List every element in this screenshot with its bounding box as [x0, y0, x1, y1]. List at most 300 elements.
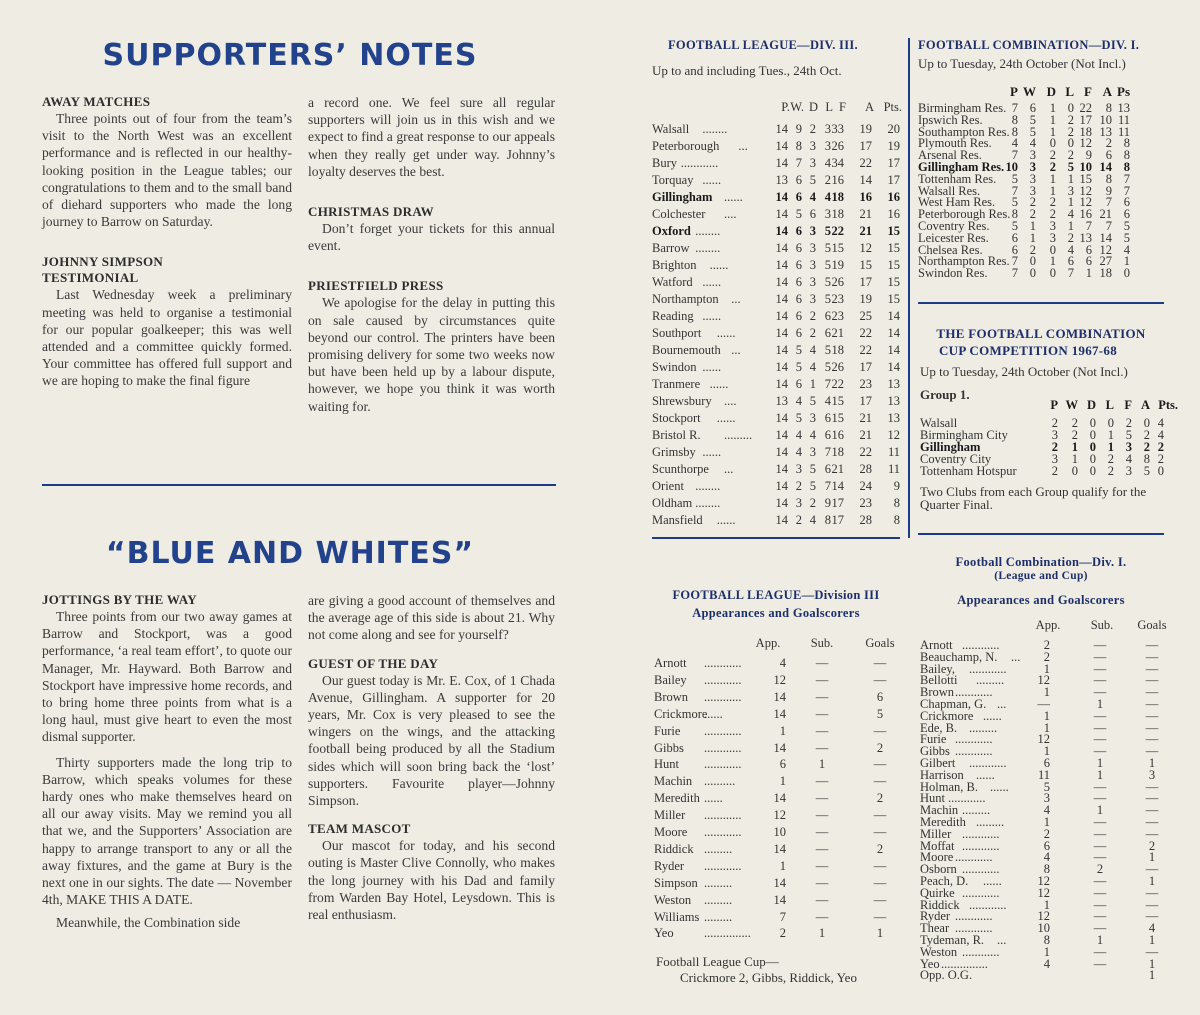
- cup-col-header: A: [1140, 398, 1150, 412]
- div3-cell: 6: [809, 207, 816, 221]
- apps3-app: 10: [773, 825, 786, 839]
- apps1-goals: —: [1145, 909, 1159, 924]
- combination-cell: 0: [1123, 266, 1130, 281]
- div3-cell: 2: [809, 496, 816, 510]
- jottings-text-1: Three points from our two away games at Barrow and Stockport, was a good performance, ‘a real team effort’, to quote our Manager, Mr. Hayward. Both Barrow and Stockport have impressive home records, and to bring home three points from what is a long haul, must give heart to even the most dismal supporter.: [42, 609, 292, 745]
- apps1-sub: —: [1093, 791, 1107, 806]
- apps1-app: 1: [1043, 720, 1050, 735]
- combination-cell: 7: [1011, 254, 1018, 269]
- apps1-sub: —: [1093, 944, 1107, 959]
- div3-cell: 16: [831, 173, 844, 187]
- combination-team-name: Northampton Res.: [918, 254, 1010, 269]
- apps3-player-dots: ............: [704, 825, 742, 839]
- div3-cell: 6: [795, 190, 802, 204]
- apps1-player-name: Moore: [920, 850, 954, 865]
- div3-cell: 15: [887, 224, 900, 238]
- apps1-app: 6: [1043, 838, 1050, 853]
- div3-cell: 3: [795, 462, 802, 476]
- apps1-player-name: Thear: [920, 921, 950, 936]
- div3-cell: 18: [831, 190, 844, 204]
- apps1-player-dots: ............: [955, 850, 993, 865]
- apps3-app: 1: [779, 858, 786, 873]
- apps1-app: 8: [1043, 933, 1050, 947]
- div3-cell: 13: [887, 377, 900, 391]
- apps1-app: 1: [1043, 897, 1050, 912]
- apps3-player-name: Arnott: [654, 656, 687, 670]
- apps1-player-name: Arnott: [920, 638, 953, 652]
- apps3-player-name: Machin: [654, 774, 693, 789]
- apps1-goals: 1: [1148, 850, 1156, 865]
- apps3-player-dots: ............: [704, 689, 742, 704]
- div3-cell: 34: [831, 156, 844, 170]
- apps1-col-header: Goals: [1137, 618, 1167, 632]
- div3-cell: 23: [859, 377, 872, 391]
- combination-team-name: Arsenal Res.: [918, 148, 982, 163]
- div3-cell: 18: [831, 343, 844, 357]
- apps1-goals: 1: [1148, 933, 1156, 947]
- apps1-player-name: Beauchamp, N.: [920, 649, 998, 664]
- apps3-goals: —: [873, 672, 887, 687]
- div3-cell: 21: [859, 428, 872, 442]
- div3-cell: 6: [824, 411, 831, 425]
- apps3-player-name: Miller: [654, 808, 686, 823]
- div3-cell: 3: [809, 258, 816, 272]
- apps3-player-name: Simpson: [654, 875, 698, 890]
- combination-team-name: Leicester Res.: [918, 230, 989, 245]
- combination-cell: 13: [1079, 230, 1092, 245]
- div3-team-name: Bury: [652, 156, 677, 170]
- div3-col-header: F: [839, 100, 846, 114]
- div3-cell: 6: [824, 309, 831, 323]
- combination-cell: 2: [1067, 124, 1074, 139]
- div3-cell: 23: [859, 496, 872, 510]
- cup-cell: 5: [1125, 428, 1132, 442]
- apps3-player-dots: .........: [704, 909, 733, 924]
- apps1-player-dots: ......: [990, 779, 1009, 794]
- apps1-goals: 1: [1148, 874, 1156, 888]
- apps1-goals: 1: [1148, 956, 1156, 971]
- combination-cell: 21: [1099, 207, 1112, 222]
- div3-cell: 7: [824, 479, 831, 493]
- left-column-3: [42, 592, 292, 932]
- guest-heading: GUEST OF THE DAY: [308, 655, 439, 671]
- div3-team-name: Bristol R.: [652, 428, 701, 442]
- combination-cell: 7: [1105, 195, 1112, 210]
- div3-cell: 8: [893, 513, 900, 527]
- apps3-app: 14: [773, 706, 786, 721]
- div3-cell: 14: [887, 326, 900, 340]
- combination-cell: 0: [1067, 101, 1074, 115]
- div3-cell: 5: [795, 207, 802, 221]
- apps3-sub: —: [815, 909, 829, 924]
- combination-cell: 6: [1067, 254, 1074, 269]
- apps1-app: 2: [1043, 826, 1050, 841]
- div3-team-dots: ....: [724, 207, 737, 221]
- div3-team-name: Watford: [652, 275, 693, 289]
- apps3-sub: —: [815, 672, 829, 687]
- apps3-player-dots: ......: [704, 706, 723, 721]
- cup-team-name: Coventry City: [920, 452, 992, 466]
- apps1-sub: —: [1093, 673, 1107, 688]
- div3-cell: 14: [775, 258, 788, 272]
- apps1-player-dots: ......: [983, 708, 1002, 723]
- apps1-col-header: Sub.: [1090, 618, 1114, 632]
- apps1-player-name: Harrison: [920, 767, 964, 782]
- apps1-player-dots: ......: [976, 767, 995, 782]
- combination-cell: 18: [1079, 124, 1092, 139]
- combination-cell: 7: [1011, 183, 1018, 198]
- apps1-player-name: Gilbert: [920, 756, 956, 770]
- apps1-goals: —: [1145, 744, 1159, 759]
- apps1-sub: 1: [1096, 803, 1104, 818]
- apps1-sub: —: [1093, 885, 1107, 900]
- div3-team-dots: ........: [702, 122, 728, 136]
- div3-cell: 6: [795, 292, 802, 306]
- div3-cell: 17: [831, 513, 844, 527]
- apps3-app: 14: [773, 689, 786, 704]
- apps1-goals: —: [1145, 779, 1159, 794]
- div3-cell: 7: [824, 445, 831, 459]
- div3-team-dots: ......: [702, 360, 722, 374]
- apps1-app: 2: [1043, 649, 1050, 664]
- combination-cell: 3: [1029, 160, 1036, 174]
- christmas-draw-heading: CHRISTMAS DRAW: [308, 204, 434, 220]
- div3-col-header: D: [808, 100, 818, 114]
- combination-cell: 3: [1029, 148, 1036, 163]
- combination-cell: 3: [1067, 183, 1074, 198]
- div3-cell: 8: [893, 496, 900, 510]
- combination-cell: 5: [1123, 230, 1130, 245]
- div3-team-dots: ......: [709, 377, 729, 391]
- div3-cell: 11: [887, 445, 900, 459]
- combination-cell: 8: [1105, 171, 1112, 186]
- div3-cell: 28: [859, 462, 872, 476]
- combination-cell: 1: [1029, 230, 1036, 245]
- combination-team-name: Chelsea Res.: [918, 242, 983, 257]
- div3-cell: 12: [859, 241, 872, 255]
- guest-text: Our guest today is Mr. E. Cox, of 1 Chada Avenue, Gillingham. A supporter for 20 years, Mr. Cox is very pleased to see the wingers on the wings, and the attacking football being produced by all the Stadium sides which will soon bring back the ‘lost’ supporters. Favourite player—Johnny Simpson.: [308, 672, 555, 809]
- div3-cell: 4: [824, 156, 831, 170]
- div3-team-name: Brighton: [652, 258, 697, 272]
- combination-cell: 7: [1105, 219, 1112, 233]
- combination-cell: 6: [1029, 101, 1036, 115]
- div3-cell: 3: [809, 275, 816, 289]
- apps1-app: 10: [1037, 921, 1050, 936]
- cup-heading-2: CUP COMPETITION 1967-68: [938, 343, 1118, 358]
- combination-cell: 1: [1049, 171, 1056, 186]
- apps1-goals: —: [1145, 803, 1159, 818]
- cup-cell: 2: [1107, 452, 1114, 466]
- apps3-goals: —: [873, 757, 887, 772]
- apps1-app: 12: [1037, 732, 1050, 747]
- combination-cell: 11: [1117, 112, 1130, 127]
- apps1-player-name: Crickmore: [920, 708, 974, 723]
- div3-cell: 3: [824, 207, 831, 221]
- combination-team-name: Coventry Res.: [918, 219, 990, 233]
- combination-team-name: Birmingham Res.: [918, 101, 1007, 115]
- combination-cell: 7: [1011, 148, 1018, 163]
- apps1-sub: —: [1093, 638, 1107, 652]
- apps3-player-name: Riddick: [654, 841, 694, 856]
- div3-cell: 14: [775, 122, 788, 136]
- apps3-sub: —: [815, 656, 829, 670]
- combination-cell: 4: [1029, 136, 1036, 151]
- cup-cell: 2: [1071, 416, 1078, 430]
- div3-cell: 7: [795, 156, 802, 170]
- combination-cell: 5: [1123, 219, 1130, 233]
- combination-col-header: D: [1046, 84, 1056, 99]
- div3-team-dots: ...: [731, 292, 741, 306]
- div3-cell: 5: [809, 462, 816, 476]
- apps1-sub: —: [1093, 779, 1107, 794]
- apps1-player-name: Bailey,: [920, 661, 955, 676]
- div3-team-name: Peterborough: [652, 139, 720, 153]
- div3-cell: 16: [859, 190, 872, 204]
- johnny-heading-2: TESTIMONIAL: [42, 270, 139, 286]
- apps3-goals: —: [873, 723, 887, 738]
- apps3-player-name: Hunt: [654, 757, 679, 772]
- cup-cell: 0: [1089, 428, 1096, 442]
- apps3-goals: —: [873, 892, 887, 907]
- combination-table: [918, 84, 1170, 284]
- div3-cell: 18: [831, 445, 844, 459]
- combination-cell: 1: [1049, 124, 1056, 139]
- div3-team-name: Oxford: [652, 224, 691, 238]
- away-matches-heading: AWAY MATCHES: [42, 94, 151, 109]
- combination-cell: 1: [1085, 266, 1092, 281]
- apps1-app: 1: [1043, 685, 1050, 700]
- apps3-table: [652, 636, 902, 946]
- div3-cell: 6: [824, 326, 831, 340]
- apps1-player-dots: .........: [976, 815, 1005, 829]
- div3-team-name: Bournemouth: [652, 343, 721, 357]
- apps3-player-name: Gibbs: [654, 740, 684, 755]
- combination-cell: 8: [1123, 148, 1130, 163]
- div3-cell: 2: [809, 122, 816, 136]
- div3-cell: 6: [795, 258, 802, 272]
- div3-cell: 24: [859, 479, 872, 493]
- combination-col-header: A: [1102, 84, 1112, 99]
- apps1-player-name: Holman, B.: [920, 779, 978, 794]
- div3-cell: 23: [831, 292, 844, 306]
- apps1-goals: 4: [1148, 921, 1156, 936]
- combination-cell: 1: [1067, 219, 1074, 233]
- apps3-col-header: Goals: [865, 636, 895, 650]
- apps1-goals: —: [1145, 673, 1159, 688]
- div3-cell: 17: [887, 156, 900, 170]
- div3-cell: 15: [887, 241, 900, 255]
- div3-cell: 2: [795, 479, 802, 493]
- div3-cell: 6: [795, 224, 802, 238]
- cup-cell: 1: [1107, 440, 1114, 454]
- div3-team-dots: ...: [724, 462, 734, 476]
- div3-cell: 21: [831, 462, 844, 476]
- apps3-sub: —: [815, 825, 829, 839]
- apps3-goals: —: [873, 656, 887, 670]
- apps1-app: 1: [1043, 944, 1050, 959]
- apps1-app: 8: [1043, 862, 1050, 877]
- apps1-app: 5: [1043, 779, 1050, 794]
- div3-cell: 9: [795, 122, 802, 136]
- apps1-goals: —: [1145, 708, 1159, 723]
- combination-team-name: Southampton Res.: [918, 124, 1010, 139]
- combination-cell: 1: [1029, 219, 1036, 233]
- div3-cell: 13: [887, 411, 900, 425]
- apps1-player-dots: ............: [955, 685, 993, 700]
- apps3-app: 1: [779, 723, 786, 738]
- div3-team-name: Scunthorpe: [652, 462, 709, 476]
- div3-cell: 11: [887, 462, 900, 476]
- apps3-goals: —: [873, 909, 887, 924]
- apps3-goals: 2: [876, 791, 884, 806]
- combination-col-header: L: [1065, 84, 1074, 99]
- div3-cell: 14: [775, 326, 788, 340]
- apps3-player-dots: .........: [704, 841, 733, 856]
- mascot-text: Our mascot for today, and his second outing is Master Clive Connolly, who makes the long journey with his Dad and family from Warden Bay Hotel, Leysdown. This is real enthusiasm.: [308, 838, 555, 923]
- div3-cell: 15: [859, 258, 872, 272]
- apps1-player-dots: .........: [962, 803, 991, 818]
- apps1-player-dots: ............: [962, 826, 1000, 841]
- div3-cell: 8: [795, 139, 802, 153]
- cup-cell: 0: [1143, 416, 1150, 430]
- apps3-sub: —: [815, 740, 829, 755]
- div3-team-dots: ............: [680, 156, 719, 170]
- apps1-sub: —: [1093, 921, 1107, 936]
- div3-team-name: Northampton: [652, 292, 719, 306]
- div3-team-name: Colchester: [652, 207, 706, 221]
- apps1-player-dots: ............: [969, 756, 1007, 770]
- div3-cell: 17: [859, 139, 872, 153]
- div3-cell: 8: [824, 513, 831, 527]
- div3-cell: 14: [775, 360, 788, 374]
- combination-team-name: Gillingham Res.: [918, 160, 1005, 174]
- blue-and-whites-title: “BLUE AND WHITES”: [105, 536, 475, 571]
- combination-cell: 4: [1011, 136, 1018, 151]
- div3-cell: 5: [795, 360, 802, 374]
- cup-cell: 3: [1051, 428, 1058, 442]
- div3-cell: 5: [809, 173, 816, 187]
- div3-cell: 15: [887, 258, 900, 272]
- combination-cell: 3: [1049, 230, 1056, 245]
- apps1-goals: —: [1145, 944, 1159, 959]
- combination-team-name: Plymouth Res.: [918, 136, 992, 151]
- apps1-app: 12: [1037, 885, 1050, 900]
- div3-cell: 4: [809, 190, 816, 204]
- div3-cell: 14: [775, 190, 788, 204]
- left-column-2: [308, 94, 555, 415]
- apps3-app: 14: [773, 740, 786, 755]
- apps3-app: 14: [773, 892, 786, 907]
- cup-cell: 2: [1157, 440, 1164, 454]
- apps1-sub: —: [1093, 815, 1107, 829]
- div3-cell: 16: [831, 428, 844, 442]
- combination-cell: 8: [1105, 101, 1112, 115]
- johnny-text: Last Wednesday week a preliminary meeting was held to organise a testimonial for our popular goalkeeper; this was well attended and a committee quickly formed. Your committee has offered full support and we are hoping to make the final figure: [42, 287, 292, 389]
- div3-cell: 14: [887, 360, 900, 374]
- div3-cell: 14: [775, 411, 788, 425]
- div3-cell: 4: [809, 428, 816, 442]
- apps3-player-name: Meredith: [654, 791, 700, 806]
- apps3-goals: —: [873, 875, 887, 890]
- div3-cell: 2: [809, 309, 816, 323]
- cup-cell: 4: [1157, 416, 1164, 430]
- combination-cell: 12: [1079, 195, 1092, 210]
- div3-team-name: Oldham: [652, 496, 693, 510]
- cup-heading-1: THE FOOTBALL COMBINATION: [936, 326, 1146, 341]
- apps1-player-name: Ryder: [920, 909, 951, 924]
- combination-cell: 6: [1085, 254, 1092, 269]
- combination-cell: 2: [1029, 207, 1036, 222]
- apps1-goals: 3: [1148, 767, 1156, 782]
- combination-cell: 11: [1117, 124, 1130, 139]
- apps3-sub: —: [815, 858, 829, 873]
- apps1-player-dots: ............: [948, 791, 986, 806]
- div3-cell: 4: [809, 513, 816, 527]
- left-column-1: [42, 94, 292, 390]
- apps1-sub: —: [1093, 708, 1107, 723]
- record-text: a record one. We feel sure all regular supporters will join us in this wish and we expect to find a great response to our appeals when they really get under way. Johnny’s loyalty deserves the best.: [308, 95, 555, 179]
- apps1-goals: 2: [1148, 838, 1156, 853]
- combination-cell: 3: [1029, 183, 1036, 198]
- div3-cell: 14: [775, 156, 788, 170]
- apps3-col-header: Sub.: [810, 636, 834, 650]
- apps3-goals: 1: [876, 926, 884, 941]
- div3-cell: 3: [824, 122, 831, 136]
- apps3-app: 14: [773, 841, 786, 856]
- combination-cell: 27: [1099, 254, 1112, 269]
- apps1-sub: 1: [1096, 697, 1104, 711]
- div3-team-name: Gillingham: [652, 190, 713, 204]
- apps1-player-dots: ............: [955, 921, 993, 936]
- apps1-sub: —: [1093, 956, 1107, 971]
- combination-cell: 3: [1049, 219, 1056, 233]
- combination-cell: 0: [1049, 266, 1056, 281]
- apps3-player-name: Bailey: [654, 672, 687, 687]
- apps1-player-dots: .........: [969, 720, 998, 735]
- combination-cell: 4: [1067, 242, 1074, 257]
- div3-cell: 21: [859, 207, 872, 221]
- div3-cell: 14: [775, 479, 788, 493]
- apps1-player-name: Hunt: [920, 791, 945, 806]
- apps3-sub: —: [815, 774, 829, 789]
- apps3-heading-2: Appearances and Goalscorers: [692, 606, 860, 620]
- div3-cell: 3: [809, 224, 816, 238]
- combination-cell: 6: [1105, 148, 1112, 163]
- div3-team-dots: ......: [724, 190, 743, 204]
- combination-cell: 5: [1011, 195, 1018, 210]
- apps1-sub: 2: [1096, 862, 1104, 877]
- apps1-player-name: Bellotti: [920, 673, 958, 688]
- apps1-sub: 1: [1096, 933, 1104, 947]
- combination-cell: 6: [1123, 195, 1130, 210]
- combination-cell: 8: [1011, 124, 1018, 139]
- apps1-table: [918, 618, 1170, 988]
- div3-cell: 14: [775, 496, 788, 510]
- div3-cell: 33: [831, 122, 844, 136]
- div3-team-name: Southport: [652, 326, 702, 340]
- combination-cell: 1: [1049, 112, 1056, 127]
- combination-team-name: Walsall Res.: [918, 183, 981, 198]
- div3-cell: 22: [831, 224, 844, 238]
- div3-cell: 5: [824, 360, 831, 374]
- combination-cell: 13: [1117, 101, 1130, 115]
- apps1-app: 12: [1037, 673, 1050, 688]
- combination-cell: 2: [1049, 160, 1056, 174]
- cup-cell: 0: [1089, 416, 1096, 430]
- div3-cell: 4: [824, 190, 831, 204]
- combination-cell: 1: [1123, 254, 1130, 269]
- apps1-player-dots: ............: [969, 897, 1007, 912]
